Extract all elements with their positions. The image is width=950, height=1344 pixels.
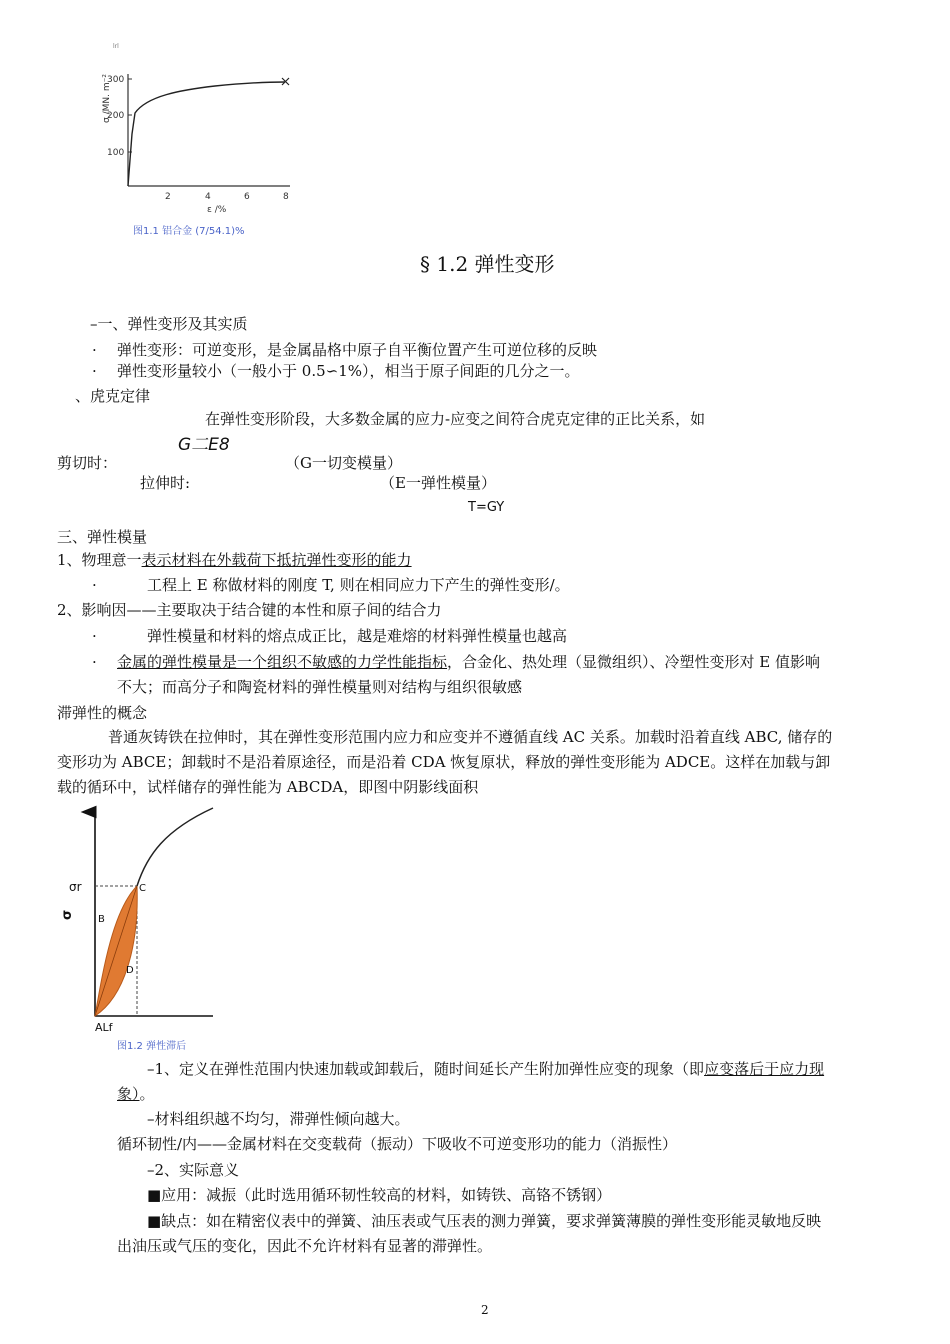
point-b-label: B — [98, 914, 105, 925]
section-title: § 1.2 弹性变形 — [420, 252, 555, 276]
y-tick-200: 200 — [107, 111, 125, 121]
bullet-melting-point: 弹性模量和材料的熔点成正比，越是难熔的材料弹性模量也越高 — [147, 627, 568, 645]
item-physical-meaning-prefix: 1、物理意一 — [57, 551, 142, 569]
drawback-item-line2: 出油压或气压的变化，因此不允许材料有显著的滞弹性。 — [117, 1237, 493, 1255]
page-number: 2 — [481, 1303, 489, 1317]
figure-header-fragment: lrl — [113, 43, 119, 50]
bullet-dot: · — [92, 627, 97, 645]
item-physical-meaning — [57, 549, 412, 571]
bullet-structure-insensitive — [117, 651, 820, 673]
anelasticity-para-line2: 变形功为 ABCE；卸载时不是沿着原途径，而是沿着 CDA 恢复原状，释放的弹性变形能为 ADCE。这样在加载与卸 — [57, 753, 831, 771]
definition-underlined-end: 象） — [117, 1085, 140, 1103]
drawback-item-line1: ■缺点：如在精密仪表中的弹簧、油压表或气压表的测力弹簧，要求弹簧薄膜的弹性变形能灵敏地反映 — [147, 1212, 822, 1230]
point-d-label: D — [126, 965, 134, 976]
practical-significance: –2、实际意义 — [147, 1161, 240, 1179]
x-tick-4: 4 — [205, 192, 211, 202]
bullet-dot: · — [92, 653, 97, 671]
yield-stress-label: σr — [69, 880, 82, 894]
hysteresis-figure — [55, 800, 230, 1050]
anelasticity-definition-line1 — [147, 1058, 824, 1080]
inhomogeneity-note: –材料组织越不均匀，滞弹性倾向越大。 — [147, 1110, 410, 1128]
anelasticity-definition-line2 — [117, 1083, 155, 1105]
anelasticity-para-line1: 普通灰铸铁在拉伸时，其在弹性变形范围内应力和应变并不遵循直线 AC 关系。加载时沿着直线 ABC, 储存的 — [108, 728, 833, 746]
heading-elastic-deformation: –一、弹性变形及其实质 — [90, 315, 248, 333]
structure-insensitive-underlined: 金属的弹性模量是一个组织不敏感的力学性能指标 — [117, 653, 448, 671]
point-c-label: C — [139, 883, 146, 894]
definition-underlined: 应变落后于应力现 — [704, 1060, 825, 1078]
bullet-stiffness: 工程上 E 称做材料的刚度 T, 则在相同应力下产生的弹性变形/。 — [147, 576, 570, 594]
anelasticity-para-line3: 载的循环中，试样储存的弹性能为 ABCDA，即图中阴影线面积 — [57, 778, 479, 796]
stress-strain-curve — [128, 82, 285, 186]
loading-curve — [137, 808, 213, 886]
y-axis-symbol: σ — [60, 909, 75, 920]
heading-hooke-law: 、虎克定律 — [75, 387, 151, 405]
hooke-paragraph: 在弹性变形阶段，大多数金属的应力-应变之间符合虎克定律的正比关系，如 — [205, 410, 706, 428]
x-tick-8: 8 — [283, 192, 289, 202]
item-influence-factors: 2、影响因——主要取决于结合键的本性和原子间的结合力 — [57, 601, 442, 619]
x-axis-label: ALf — [95, 1021, 113, 1034]
bullet-dot: · — [92, 576, 97, 594]
application-item: ■应用：减振（此时选用循环韧性较高的材料，如铸铁、高铬不锈钢） — [147, 1186, 612, 1204]
formula-g-e: G二E8 — [178, 435, 230, 455]
cyclic-toughness: 循环韧性/内——金属材料在交变载荷（振动）下吸收不可逆变形功的能力（消振性） — [117, 1135, 678, 1153]
structure-insensitive-rest: ，合金化、热处理（显微组织）、冷塑性变形对 E 值影响 — [447, 653, 821, 671]
heading-anelasticity: 滞弹性的概念 — [57, 704, 148, 722]
bullet-dot: · — [92, 341, 97, 359]
y-tick-300: 300 — [107, 75, 125, 85]
x-tick-6: 6 — [244, 192, 250, 202]
bullet-elastic-definition: 弹性变形：可逆变形，是金属晶格中原子自平衡位置产生可逆位移的反映 — [117, 341, 598, 359]
elastic-modulus-note: （E一弹性模量） — [380, 474, 496, 492]
bullet-structure-insensitive-line2: 不大；而高分子和陶瓷材料的弹性模量则对结构与组织很敏感 — [117, 678, 523, 696]
figure-caption: 图1.1 铝合金 (7/54.1)% — [133, 226, 245, 237]
item-physical-meaning-underlined: 表示材料在外载荷下抵抗弹性变形的能力 — [141, 551, 412, 569]
shear-label: 剪切时： — [57, 454, 118, 472]
figure-caption: 图1.2 弹性滞后 — [117, 1041, 187, 1050]
bullet-elastic-amount: 弹性变形量较小（一般小于 0.5∽1%），相当于原子间距的几分之一。 — [117, 362, 580, 380]
formula-tau-gamma: T=GY — [468, 500, 505, 515]
y-tick-100: 100 — [107, 148, 125, 158]
bullet-dot: · — [92, 362, 97, 380]
stress-strain-figure — [85, 38, 315, 238]
tension-label: 拉伸时: — [140, 474, 191, 492]
definition-text: –1、定义在弹性范围内快速加载或卸载后，随时间延长产生附加弹性应变的现象（即 — [147, 1060, 705, 1078]
x-axis-label: ε /% — [207, 205, 227, 215]
definition-end: 。 — [139, 1085, 155, 1103]
heading-elastic-modulus: 三、弹性模量 — [57, 528, 148, 546]
y-axis-label: σ /MN. m⁻² — [102, 74, 112, 123]
x-tick-2: 2 — [165, 192, 171, 202]
shear-modulus-note: （G一切变模量） — [285, 454, 402, 472]
